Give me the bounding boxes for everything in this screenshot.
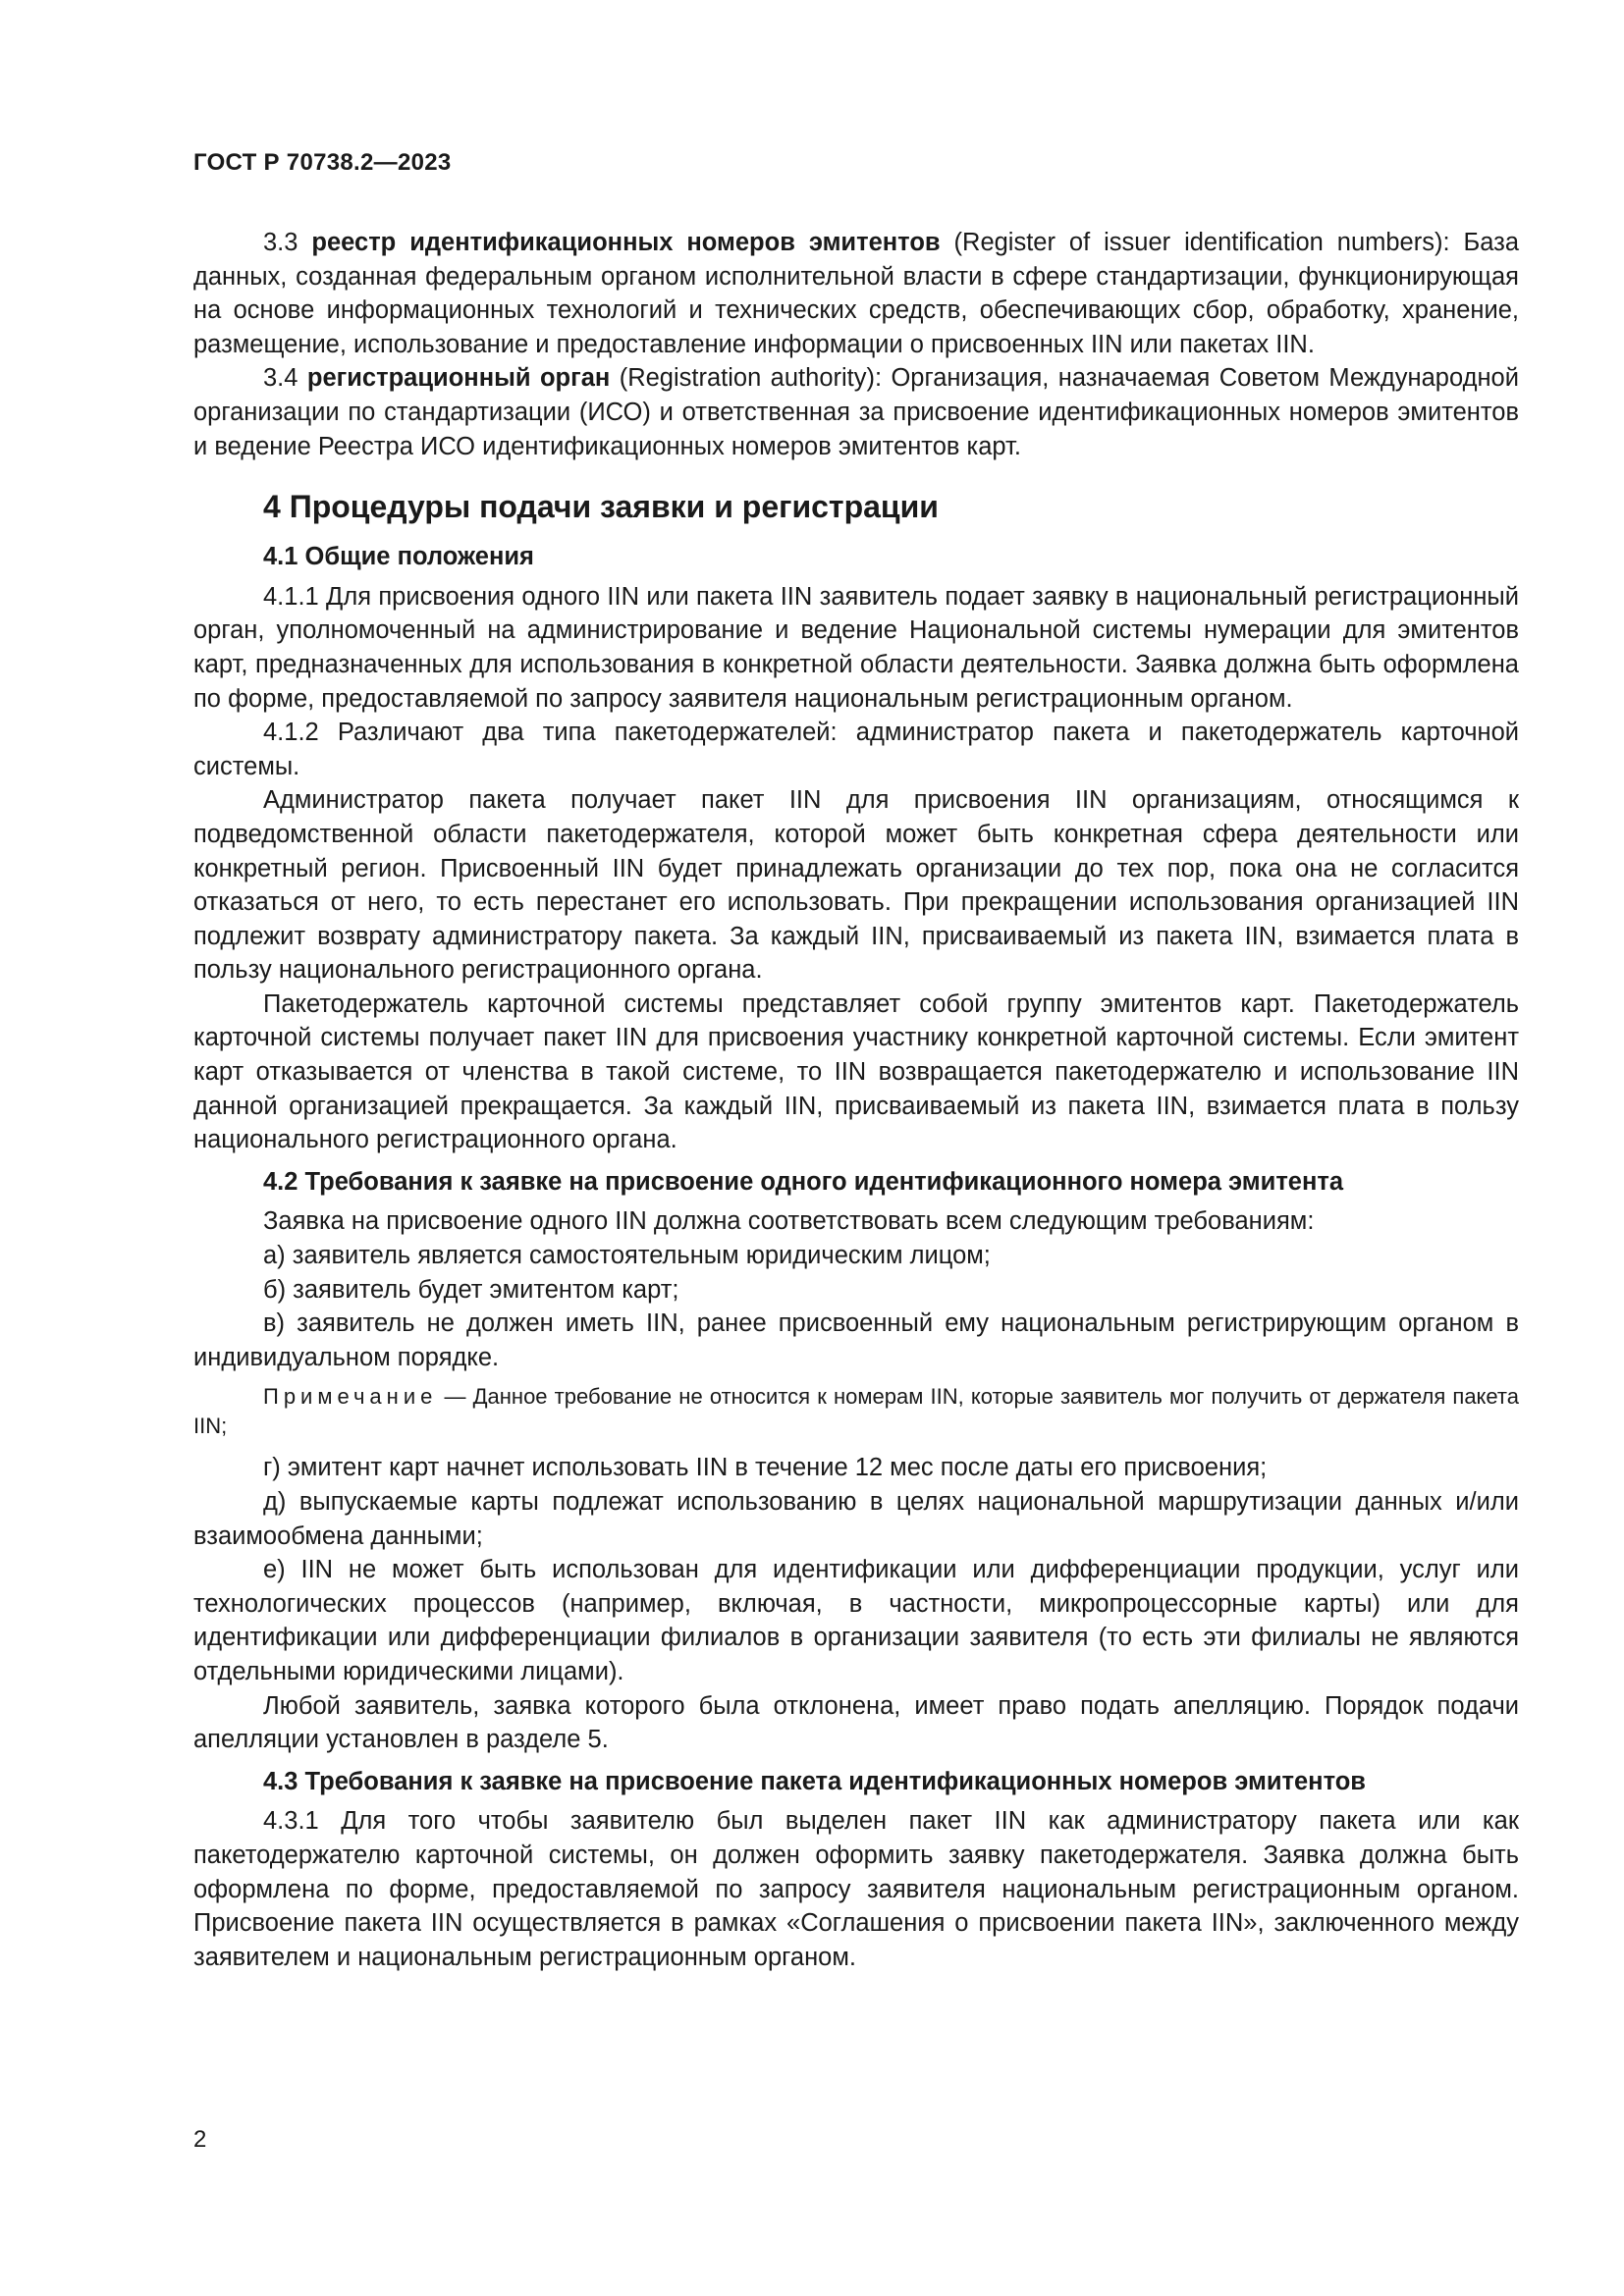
paragraph-4-2-intro: Заявка на присвоение одного IIN должна соответствовать всем следующим требованиям: — [263, 1207, 1315, 1236]
paragraph-4-1-2: 4.1.2 Различают два типа пакетодержателей: администратор пакета и пакетодержатель карточной системы. — [193, 719, 1519, 780]
paragraph-3-4 — [193, 361, 1519, 463]
paragraph-card-system-holder: Пакетодержатель карточной системы представляет собой группу эмитентов карт. Пакетодержатель карточной системы получает пакет IIN для присвоения участнику конкретной карточной системы. Если эмитент карт отказывается от членства в такой системе, то IIN возвращается пакетодержателю и использование IIN данной организацией прекращается. За каждый IIN, присваиваемый из пакета IIN, взимается плата в пользу национального регистрационного органа. — [193, 989, 1519, 1154]
list-item-d: д) выпускаемые карты подлежат использованию в целях национальной маршрутизации данных и/или взаимообмена данными; — [193, 1488, 1519, 1550]
definition-text: (Register of issuer identification numbers): База данных, созданная федеральным органом исполнительной власти в сфере стандартизации, функционирующая на основе информационных технологий и технических средств, обеспечивающих сбор, обработку, хранение, размещение, использование и предоставление информации о присвоенных IIN или пакетах IIN. — [193, 229, 1519, 358]
page-number: 2 — [193, 2126, 207, 2153]
paragraph-4-1-1: 4.1.1 Для присвоения одного IIN или пакета IIN заявитель подает заявку в национальный регистрационный орган, уполномоченный на администрирование и ведение Национальной системы нумерации для эмитентов карт, предназначенных для использования в конкретной области деятельности. Заявка должна быть оформлена по форме, предоставляемой по запросу заявителя национальным регистрационным органом. — [193, 582, 1519, 713]
clause-number: 3.4 — [263, 364, 298, 393]
subsection-4-2-heading: 4.2 Требования к заявке на присвоение одного идентификационного номера эмитента — [263, 1167, 1344, 1196]
term-bold: реестр идентификационных номеров эмитентов — [311, 229, 941, 256]
paragraph-3-3 — [193, 226, 1519, 361]
note-block — [193, 1382, 1519, 1441]
document-body — [193, 226, 1519, 1974]
list-item-v: в) заявитель не должен иметь IIN, ранее присвоенный ему национальным регистрирующим органом в индивидуальном порядке. — [193, 1309, 1519, 1371]
section-4-heading: 4 Процедуры подачи заявки и регистрации — [263, 489, 939, 525]
paragraph-package-administrator: Администратор пакета получает пакет IIN для присвоения IIN организациям, относящимся к подведомственной области пакетодержателя, которой может быть конкретная сфера деятельности или конкретный регион. Присвоенный IIN будет принадлежать организации до тех пор, пока она не согласится отказаться от него, то есть перестанет его использовать. При прекращении использования организацией IIN подлежит возврату администратору пакета. За каждый IIN, присваиваемый из пакета IIN, взимается плата в пользу национального регистрационного органа. — [193, 786, 1519, 985]
paragraph-4-3-1: 4.3.1 Для того чтобы заявителю был выделен пакет IIN как администратору пакета или как пакетодержателю карточной системы, он должен оформить заявку пакетодержателя. Заявка должна быть оформлена по форме, предоставляемой по запросу заявителя национальным регистрационным органом. Присвоение пакета IIN осуществляется в рамках «Соглашения о присвоении пакета IIN», заключенного между заявителем и национальным регистрационным органом. — [193, 1807, 1519, 1971]
list-item-g: г) эмитент карт начнет использовать IIN в течение 12 мес после даты его присвоения; — [263, 1454, 1268, 1482]
term-bold: регистрационный орган — [306, 364, 611, 393]
subsection-4-1-heading: 4.1 Общие положения — [263, 543, 534, 571]
note-label: Примечание — [263, 1384, 438, 1410]
clause-number: 3.3 — [263, 229, 298, 256]
list-item-a: а) заявитель является самостоятельным юридическим лицом; — [263, 1242, 991, 1270]
document-header: ГОСТ Р 70738.2—2023 — [193, 149, 452, 176]
list-item-b: б) заявитель будет эмитентом карт; — [263, 1275, 679, 1304]
note-text: — Данное требование не относится к номерам IIN, которые заявитель мог получить от держателя пакета IIN; — [193, 1384, 1519, 1439]
subsection-4-3-heading: 4.3 Требования к заявке на присвоение пакета идентификационных номеров эмитентов — [263, 1767, 1366, 1795]
paragraph-appeal: Любой заявитель, заявка которого была отклонена, имеет право подать апелляцию. Порядок подачи апелляции установлен в разделе 5. — [193, 1691, 1519, 1754]
definition-text: (Registration authority): Организация, назначаемая Советом Международной организации по стандартизации (ИСО) и ответственная за присвоение идентификационных номеров эмитентов и ведение Реестра ИСО идентификационных номеров эмитентов карт. — [193, 364, 1519, 460]
list-item-e: е) IIN не может быть использован для идентификации или дифференциации продукции, услуг или технологических процессов (например, включая, в частности, микропроцессорные карты) или для идентификации или дифференциации филиалов в организации заявителя (то есть эти филиалы не являются отдельными юридическими лицами). — [193, 1556, 1519, 1685]
